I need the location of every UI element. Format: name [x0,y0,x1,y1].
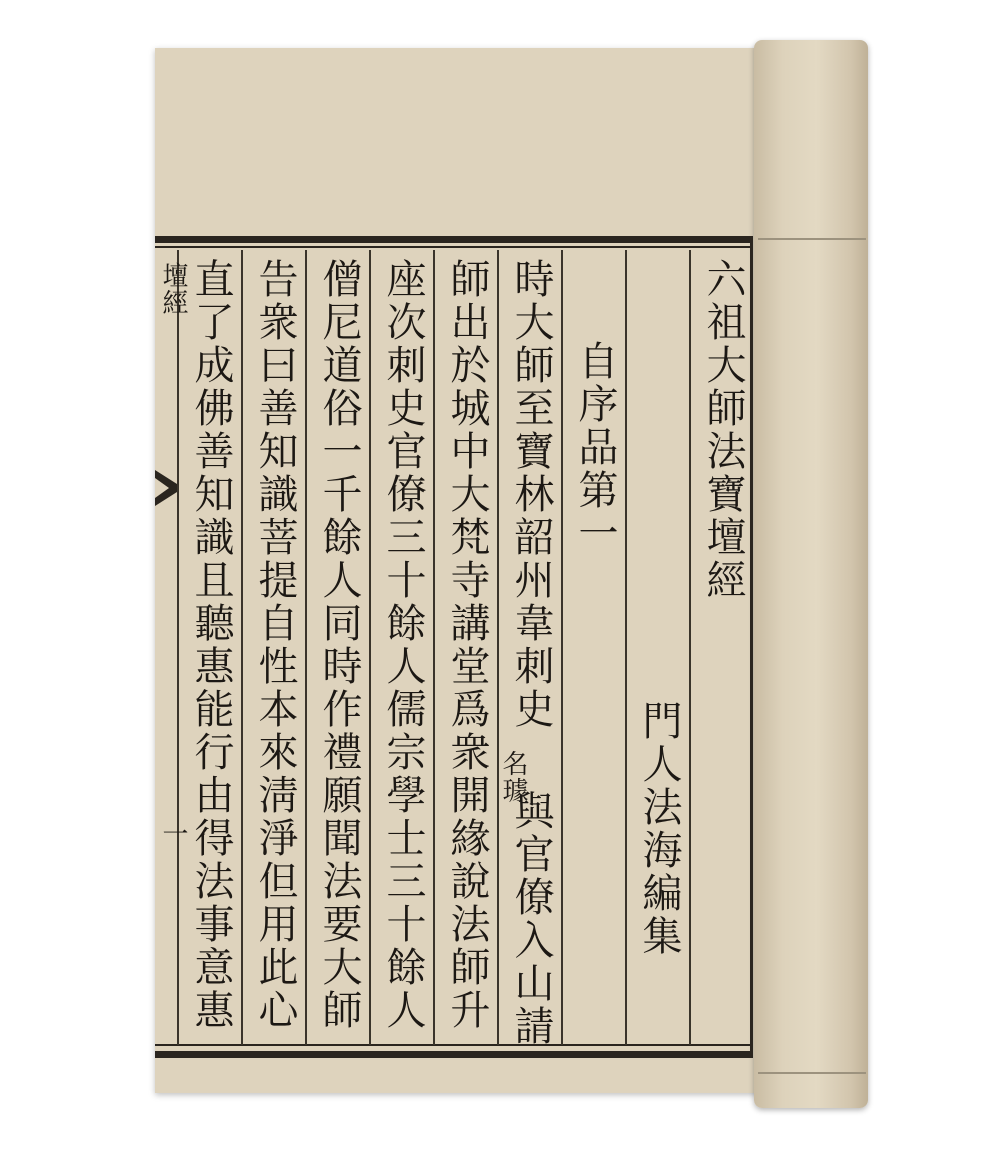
roll-band-top [758,238,866,240]
text-line-6: 直了成佛善知識且聽惠能行由得法事意惠 [188,258,234,1032]
column-rule [497,250,499,1045]
column-rule [625,250,627,1045]
margin-page-number: 一 [158,820,188,847]
frame-rule-top [155,246,753,248]
text-line-5: 告衆曰善知識菩提自性本來淸淨但用此心 [252,258,298,1032]
column-rule [241,250,243,1045]
text-line-1-continued: 與官僚入山請 [508,790,554,1048]
text-line-4: 僧尼道俗一千餘人同時作禮願聞法要大師 [316,258,362,1032]
book-title: 六祖大師法寶壇經 [700,258,746,602]
column-rule [561,250,563,1045]
text-line-1: 時大師至寶林韶州韋刺史 [508,258,554,731]
text-line-2: 師出於城中大梵寺講堂爲衆開緣說法師升 [444,258,490,1032]
column-rule [689,250,691,1045]
compiler-credit: 門人法海編集 [636,700,682,958]
roll-band-bottom [758,1072,866,1074]
column-rule [177,250,179,1045]
frame-rule-bottom [155,1044,753,1046]
fishtail-mark-icon [155,470,177,506]
column-rule [433,250,435,1045]
chapter-heading: 自序品第一 [572,340,618,555]
scroll-roll [754,40,868,1108]
inline-annotation: 名璩 [498,750,528,804]
column-rule [369,250,371,1045]
column-rule [305,250,307,1045]
text-line-3: 座次刺史官僚三十餘人儒宗學士三十餘人 [380,258,426,1032]
margin-label: 壇經 [158,262,188,316]
